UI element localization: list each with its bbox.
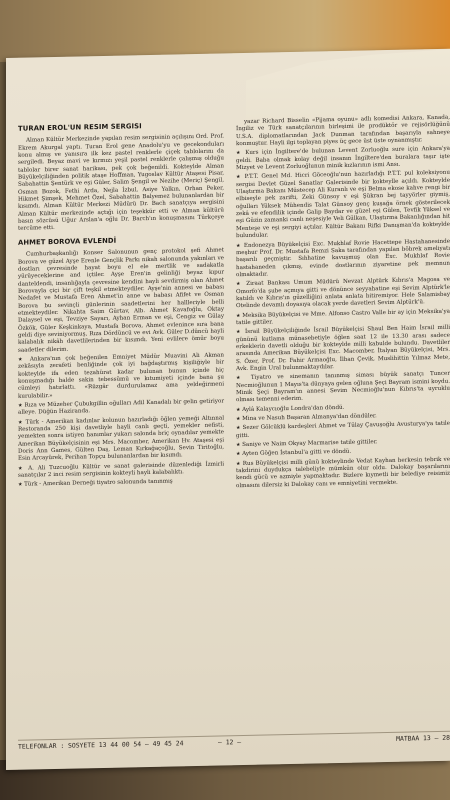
news-item: ★ Meksika Büyükelçisi ve Mme. Alfonso Castro Valle bir ay için Meksika'ya tatile gittiler.	[236, 308, 450, 327]
right-column	[236, 115, 450, 493]
article-paragraph: yazar Richard Bisselin «Pijama oyunu» adlı komedisi Ankara, Kanada, İngiliz ve Türk sanatçılarının birleşimi ile prodüktör ve rejisörlüğünü U.S.A. diplomatlarından Jack Dunman tarafından başarıyla sahneye konmuştur. Hayli ilgi toplayan piyes üç gece üst üste oynanmıştır.	[236, 114, 450, 148]
news-item: ★ Türk - Amerikan kadınlar kolunun hazırladığı öğlen yemeği Altınnal Restoranda 250 kişi davetliyle hayli canlı geçti, yemekler nefisti, yemekten sonra istiyen hanımlar yukarı salonda briç oynadılar yemekte Amerikan Büyükelçisinin eşi Mrs. Macomber, Amerikan Hv. Ataşesi eşi Doris Ann Games, Gülten Daş, Leman Kırkağaçoğlu, Sevin Tiritoğlu, Esin Arcayürek, Perihan Topçu bulunanlardan bir kısımdı.	[18, 415, 224, 463]
footer-printer: MATBAA 13 — 28	[396, 733, 450, 743]
news-item: ★ Rıza ve Müzeher Çubukgillin oğulları Adil Kanadalı bir gelin getiriyor alleye. Düğün Haziranda.	[18, 398, 224, 417]
page-number: — 12 —	[218, 738, 242, 747]
news-item: ★ P.T.T. Genel Md. Hicri Göceoğlu'nun hazırladığı P.T.T. pul koleksiyonu sergisi Devlet Güzel Sanatlar Galerisinde bir kokteylle açıldı. Kokteylde Ulaştırma Bakanı Müstecep Ali Kuranlı ve eşi Belma ekose kahve rengi bir elbiseyle pek zarifti, Zeki Günsoy v eşi Şükran bej tayyörler giymiş, oğulları Yüksek Mühendis Talat Günsoy genç kuşağa örnek gösterilecek zekâ ve efendilik içinde Galip Baydar ve güzel eşi Gülen, Tevfik Yüksel ve eşi Güzin zamanki canlı neşesiyle Veli Gülkan, Ulaştırma Bakanlığından hit Menteşe ve eşi sergiyi açtılar. Kültür Bakanı Rifki Danışman'da kokteylde bulundular.	[236, 170, 450, 241]
section-heading-turan-erol: TURAN EROL'UN RESIM SERGISI	[18, 122, 142, 133]
news-item: ★ Sezer Gölcüklü kardeşleri Ahmet ve Tülay Çavuşoğlu Avusturya'ya tatile gitti.	[236, 421, 450, 440]
news-item: ★ Endonezya Büyükelçisi Exc. Mukhlaf Rovie Hacettepe Hastahanesinde meşhur Prof. Dr. Mustafa Remzi Saka tarafından yapılan böbrek ameliyatı başarılı geçmiştir. Sıhhatine kavuşmuş olan Exc. Mukhlaf Rovie hastahaneden çıkmış, evinde dostlarının ziyaretine pek memnun olmaktadır.	[236, 238, 450, 279]
section-heading-ahmet-borova: AHMET BOROVA EVLENDİ	[18, 236, 117, 247]
news-item: ★ Rus Büyükelçisi milli günü kokteylinde Vedat Kayhan herkesin tebrik ve takdirini duydukça talebeliyle mümkün olur oldu. Dalokay başarılarını kendi gücü ve azmiyle yapmaktadır. Bizlere kıymetli bir belediye reisimiz olmasını dilersiz ki Dalokay canı ve emniyetini vermekte.	[236, 456, 450, 490]
news-item: ★ Ayten Göğen İstanbul'a gitti ve döndü.	[236, 447, 450, 459]
news-item: ★ Ziraat Bankası Umum Müdürü Nevzat Alptürk Kıbrıs'a Magosa ve Omorfo'da şube açmıya gitti ve dönünce seyyahatine eşi Sevim Alptürk'le katıldı ve Kıbrıs'ın güzelliğini anlata anlata bitiremiyor. Hele Salamisbay Otelinde devamlı doyasıya olacak yerde davetleri Sevim Alptürk'ü.	[236, 277, 450, 311]
magazine-page	[6, 49, 450, 770]
news-item: ★ Ankara'nın çok beğenilen Emniyet Müdür Muavini Ali Akman zekâsıyla zerafeti benliğinde çok iyi bağdaştırmış kişiliğiyle bir kokteylde ifa eden tezahürat kadar bulunan bunun içinde hiç konuşmadığı halde sakin tebessümü ve kıtumiyeti içinde bana şu cümleyi hatırlattı. «Rüzgâr durdurulamaz ama yeldeğirmeni kurulabilir.»	[18, 352, 224, 400]
footer-phone-numbers: TELEFONLAR : SOSYETE 13 44 00 54 — 49 45 24	[18, 739, 184, 751]
news-item: ★ Mina ve Nasuh Başaran Almanya'dan döndüler.	[236, 412, 450, 424]
news-item: ★ Kurs için İngiltere'de bulunan Levent Zorluoğlu sure için Ankara'ya geldi. Baba olmak kolay değil insanın İngiltere'den buralara taşır işte Mizyet ve Levent Zorluoğlunun minik kızlarının ismi Ansı.	[236, 146, 450, 173]
news-item: ★ Tiyatro ve sinemanın tanınmış siması büyük sanatçı Tuncer Necmioğlunun 1 Mayıs'ta dünyaya gelen oğluna Şeçi Bayram ismini koydu. Minik Şeçi Bayram'ın annesi Sevim Necmioğlu'nun Kıbrıs'ta uyruklu olması temenni ederim.	[236, 371, 450, 405]
news-item: ★ Saniye ve Naim Okyay Marmarise tatile gittiler.	[236, 438, 450, 450]
news-item: ★ İsrail Büyükelçiliğinde İsrail Büyükelçisi Shaul Ben Haim İsrail milli gününü kutlama münasebetiyle öğlen saat 12 ile 13.30 arası sadece erkeklerin davetli olduğu bir kokteylde milli kabulde bulundu. Davetliler arasında Amerikan Büyükelçisi Exc. Macomber, İtalyan Büyükelçisi, Mrs. S. Özer, Prof. Dr. Fahir Armaoğlu, İlhan Çevik, Muslihittin Yılmaz Mete, Avk. Engin Ural bulunmaktaydılar.	[236, 325, 450, 374]
news-item: ★ Türk - Amerikan Derneği tiyatro salonunda tanınmış	[18, 478, 224, 490]
article-paragraph: Alman Kültür Merkezinde yapılan resim sergisinin açılışını Ord. Prof. Ekrem Akurgal yaptı. Turan Erol gene Anadolu'yu ve gecekonduları konu almış ve yanısıra ilk kez pastel renklerle çiçek tablolarını da sergiledi. Beyaz mavi ve kırmızı yeşil pastel renklerle çalışmış olduğu tablolar birer sanat harikası, pek çok beğenildi. Kokteylde Alman Büyükelçiliğinden politik ataşe Hoffman, Yugoslav Kültür Ataşesi Pisar, Sabahattin Şentürk ve eşi Güler, Salim Şengil ve Nezihe (Meriç) Şengil, Osman Bozok, Fethi Arda, Nejla İzbul, Asiye Yalkın, Orhan Peker, Hikmet Şimşek, Mehmet Özel, Sabahattin Balyemez bulunanlardan bir kısımdı. Alman Kültür Merkezi Müdürü Dr. Bach sanatçıya sergisini Alman Kültür merkezinde açtığı için teşekkür etti ve Alman kültürü basın sözcüsü Uğur Arslan'a oğlu Dr. Barch'ın konuşmasını Türkçeye tercüme etti.	[18, 133, 224, 233]
news-item: ★ Aylâ Kalaycıoğlu Londra'dan döndü.	[236, 402, 450, 414]
news-item: ★ A. Ali Tuzcuoğlu Kültür ve sanat galerisinde düzenlediği İzmirli sanatçılar 2 inci resim sergisinin kokteyli hayli kalabalıktı.	[18, 461, 224, 480]
page-footer	[18, 731, 450, 755]
left-column	[18, 115, 224, 491]
article-paragraph: Cumhurbaşkanlığı Konser Salonunun genç protokol şefi Ahmet Borova ve güzel Ayşe Erenle Gençlik Parkı nikah salonunda yakınları ve dostları çevresinde hayat boyu el ele mertlik ve sadakatla yürüyeceklerine and içtiler. Ayşe Eren'in gelinliği beyaz kıpur danteldendi, insanlığayla çevresine kendini hayli sevdirmiş olan Ahmet Borovayla çiçi bir çift teşkil etmekteydiler. Ayşe'nin annesi ve babası Nedafet ve Mustafa Eren Ahmet'in anne ve babası Afifet ve Osman Borova bu sevinçli günlerinin saadetlerini her hallleriyle belli etmekteydiler. Nikahta Saim Gürtav, Alb. Ahmet Kavafoğlu, Oktay Dalaysel ve eşi, Tevziye Sayarı, Ayhan Erman ve eşi, Cengiz ve Gülay Özkök, Güler Keşkinkaya, Mustafa Borova, Ahmet evlenince sıra bana geldi diye seviniyormuş, Rıza Dördüncü ve evi Avk. Güler D.düncü hayli kalabalık nikâh davetlilerinden bir kısımdı. Yeni evlilere ömür boyu saadetler dilerim.	[18, 247, 224, 354]
